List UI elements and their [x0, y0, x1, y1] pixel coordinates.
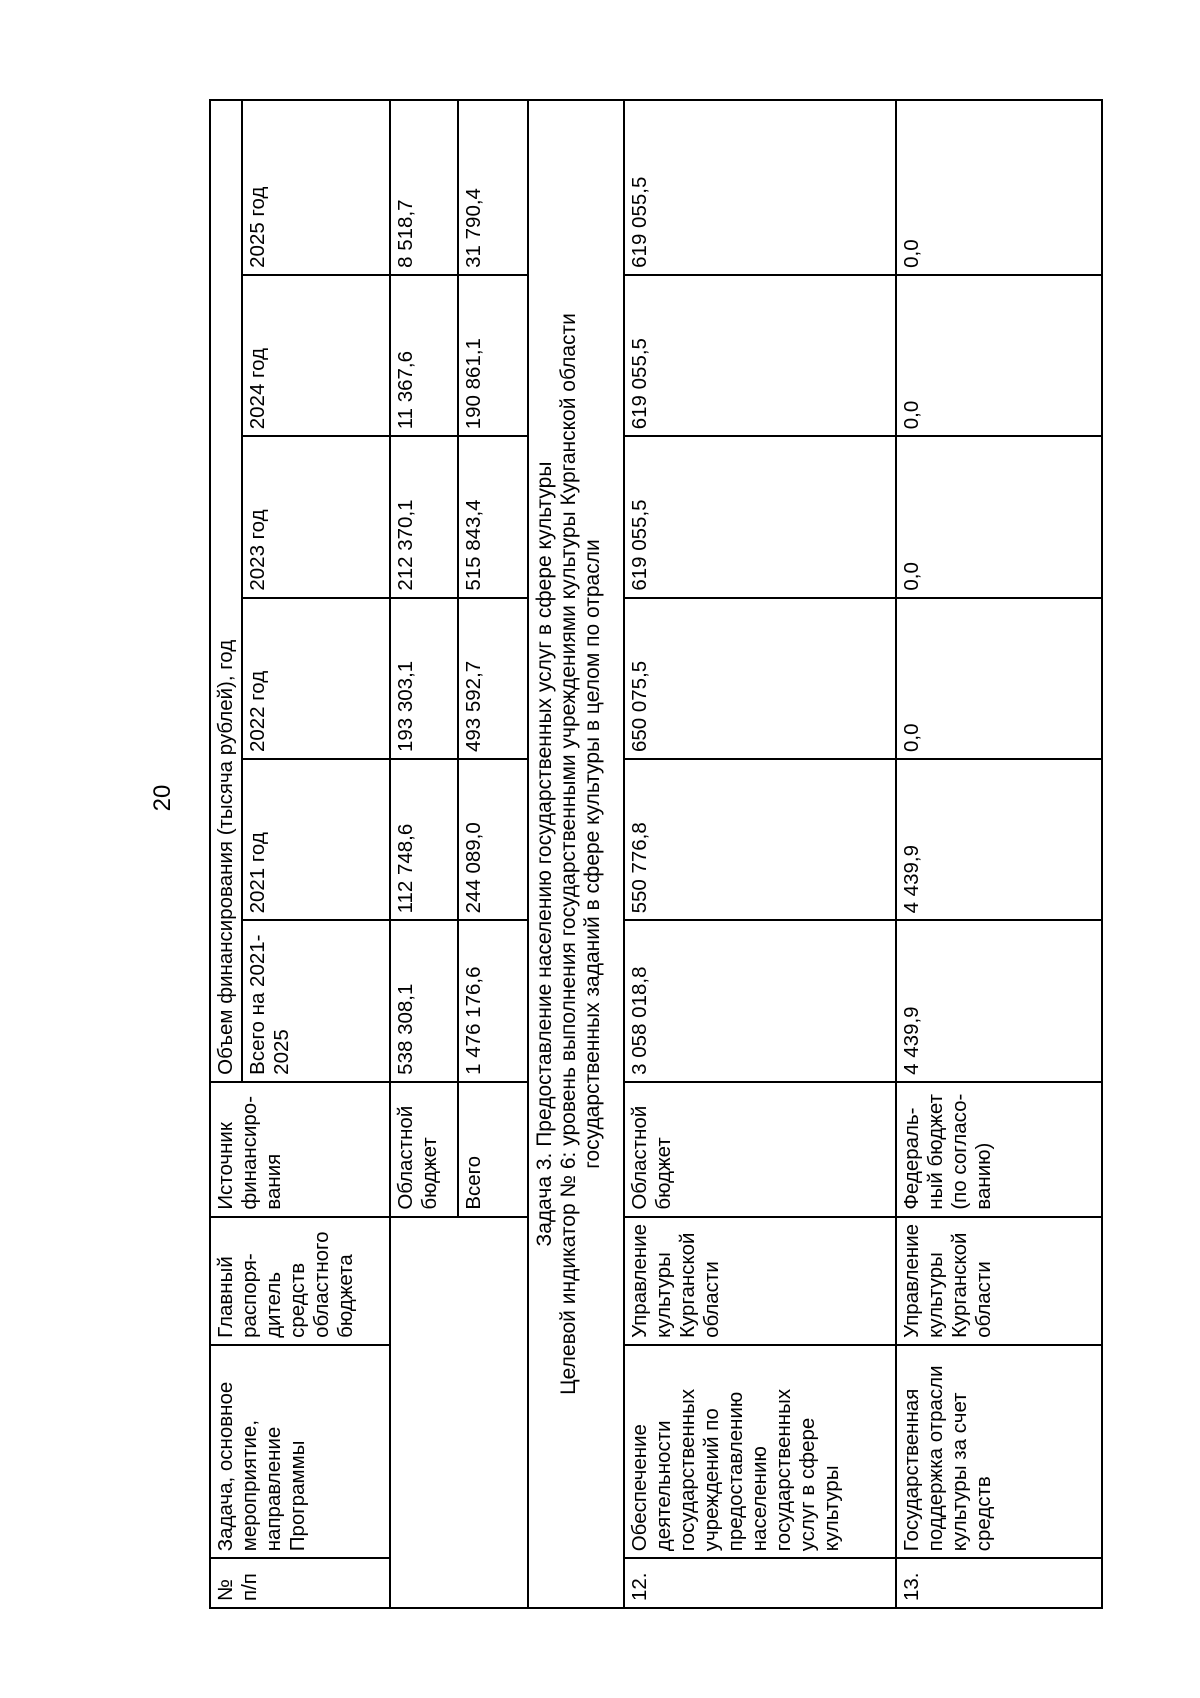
row-task: Государственная поддержка отрасли культуры за счет средств	[896, 1345, 1102, 1558]
row-total: 4 439,9	[896, 920, 1102, 1081]
summary-2021: 112 748,6	[390, 759, 458, 920]
summary-source: Всего	[458, 1082, 528, 1217]
summary-source: Областной бюджет	[390, 1082, 458, 1217]
task3-line3: государственных заданий в сфере культуры в целом по отрасли	[581, 539, 604, 1169]
row-2021: 550 776,8	[624, 759, 896, 920]
task3-line1: Задача 3. Предоставление населению государственных услуг в сфере культуры	[533, 461, 556, 1247]
row-2024: 619 055,5	[624, 275, 896, 436]
table-row	[624, 100, 896, 1608]
summary-2025: 31 790,4	[458, 100, 528, 275]
row-total: 3 058 018,8	[624, 920, 896, 1081]
header-2024: 2024 год	[242, 275, 390, 436]
summary-2022: 193 303,1	[390, 598, 458, 759]
header-total: Всего на 2021-2025	[242, 920, 390, 1081]
summary-total: 538 308,1	[390, 920, 458, 1081]
row-2022: 0,0	[896, 598, 1102, 759]
header-2023: 2023 год	[242, 436, 390, 597]
task3-row	[528, 100, 624, 1608]
row-2023: 0,0	[896, 436, 1102, 597]
financing-table	[209, 99, 1103, 1609]
row-admin: Управление культуры Курганской области	[624, 1217, 896, 1345]
summary-2023: 515 843,4	[458, 436, 528, 597]
row-admin: Управление культуры Курганской области	[896, 1217, 1102, 1345]
header-admin: Главный распоря-дитель средств областного бюджета	[210, 1217, 390, 1345]
row-num: 13.	[896, 1558, 1102, 1608]
summary-row-regional	[390, 100, 458, 1608]
summary-total: 1 476 176,6	[458, 920, 528, 1081]
row-2024: 0,0	[896, 275, 1102, 436]
header-source: Источник финансиро-вания	[210, 1082, 390, 1217]
row-task: Обеспечение деятельности государственных учреждений по предоставлению населению государственных услуг в сфере культуры	[624, 1345, 896, 1558]
summary-blank	[390, 1217, 528, 1608]
row-2021: 4 439,9	[896, 759, 1102, 920]
header-num: № п/п	[210, 1558, 390, 1608]
row-source: Федераль-ный бюджет (по согласо-ванию)	[896, 1082, 1102, 1217]
header-2022: 2022 год	[242, 598, 390, 759]
summary-2023: 212 370,1	[390, 436, 458, 597]
summary-2025: 8 518,7	[390, 100, 458, 275]
header-volume: Объем финансирования (тысяча рублей), год	[210, 100, 242, 1082]
summary-2024: 190 861,1	[458, 275, 528, 436]
row-2025: 0,0	[896, 100, 1102, 275]
row-2023: 619 055,5	[624, 436, 896, 597]
page-number: 20	[149, 784, 176, 812]
row-2022: 650 075,5	[624, 598, 896, 759]
task3-line2: Целевой индикатор № 6: уровень выполнения государственными учреждениями культуры Курганской области	[557, 313, 580, 1395]
financing-table-rotated	[209, 99, 1103, 1609]
summary-2022: 493 592,7	[458, 598, 528, 759]
header-row-1	[210, 100, 242, 1608]
summary-2024: 11 367,6	[390, 275, 458, 436]
task3-title	[528, 100, 624, 1608]
header-task: Задача, основное мероприятие, направление Программы	[210, 1345, 390, 1558]
summary-2021: 244 089,0	[458, 759, 528, 920]
row-num: 12.	[624, 1558, 896, 1608]
header-2025: 2025 год	[242, 100, 390, 275]
row-2025: 619 055,5	[624, 100, 896, 275]
header-2021: 2021 год	[242, 759, 390, 920]
row-source: Областной бюджет	[624, 1082, 896, 1217]
table-row	[896, 100, 1102, 1608]
